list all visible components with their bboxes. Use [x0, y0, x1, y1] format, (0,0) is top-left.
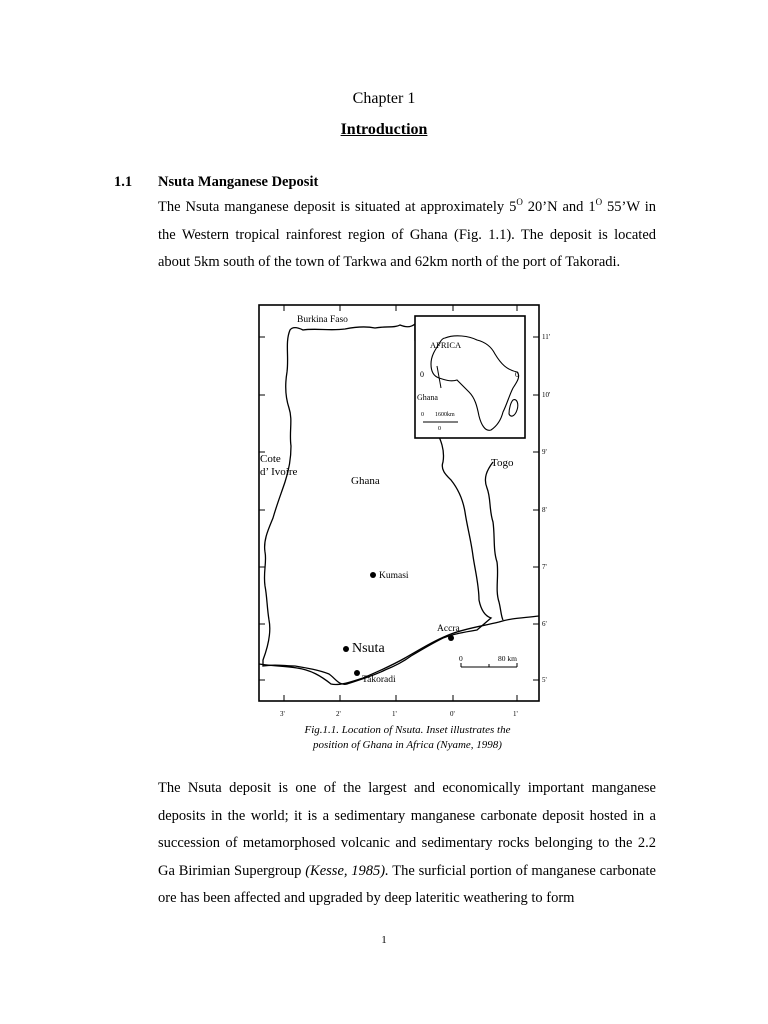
caption-line-1: Fig.1.1. Location of Nsuta. Inset illustrates the — [304, 724, 511, 736]
lon-3: 3' — [280, 710, 285, 718]
degree-sup-2: O — [595, 197, 603, 208]
label-nsuta: Nsuta — [352, 641, 385, 656]
chapter-title: Introduction — [340, 121, 428, 138]
para2-text-a: The Nsuta deposit is one of the largest and economically important manganese deposits in the world; it is a sedimentary manganese carbonate deposit hosted in a succession of metamorphosed volcanic and sedimentary rocks belonging to the 2.2 Ga Birimian Supergroup — [158, 780, 656, 879]
inset-africa-label: AFRICA — [430, 340, 462, 350]
scale-zero: 0 — [459, 654, 463, 663]
label-cote: Cote — [260, 453, 281, 465]
lat-5: 5' — [542, 676, 547, 684]
lat-7: 7' — [542, 563, 547, 571]
chapter-label: Chapter 1 — [352, 90, 416, 107]
para1-text-b: 20’N and 1 — [522, 199, 596, 215]
para1-text-a: The Nsuta manganese deposit is situated at approximately 5 — [158, 199, 517, 215]
label-ghana: Ghana — [351, 475, 380, 487]
figure-caption — [255, 723, 560, 753]
section-number: 1.1 — [114, 174, 133, 190]
accra-dot — [448, 635, 454, 641]
para2-text-b: The surficial portion of manganese carbonate ore has been affected and upgraded by deep lateritic weathering to form — [158, 862, 656, 906]
inset-scale-zero: 0 — [421, 412, 424, 418]
lon-2: 2' — [336, 710, 341, 718]
inset-zero-left: 0 — [420, 370, 424, 379]
section-title: Nsuta Manganese Deposit — [158, 174, 319, 190]
label-accra: Accra — [437, 624, 460, 634]
scale-end: 80 km — [498, 654, 517, 663]
lon-1: 1' — [392, 710, 397, 718]
lat-9: 9' — [542, 448, 547, 456]
takoradi-dot — [354, 670, 360, 676]
lon-0: 0' — [450, 710, 455, 718]
label-burkina-faso: Burkina Faso — [297, 315, 348, 325]
nsuta-dot — [343, 646, 349, 652]
togo-border — [485, 462, 503, 620]
label-takoradi: Takoradi — [362, 675, 396, 685]
main-scale-bar — [461, 663, 517, 667]
coastline — [259, 616, 539, 685]
label-cote-divoire: d’ Ivoire — [260, 466, 298, 478]
label-togo: Togo — [491, 457, 514, 469]
inset-zero-right: 0 — [515, 370, 519, 379]
lon-1e: 1' — [513, 710, 518, 718]
citation: (Kesse, 1985). — [305, 862, 389, 879]
paragraph-deposit — [158, 775, 656, 913]
inset-scale-bottom: 0 — [438, 426, 441, 432]
caption-line-2: position of Ghana in Africa (Nyame, 1998) — [313, 739, 502, 751]
lat-11: 11' — [542, 333, 551, 341]
location-map-figure — [255, 300, 560, 720]
para1-text-c: 55’W in the Western tropical rainforest region of Ghana (Fig. 1.1). The deposit is located about 5km south of the town of Tarkwa and 62km north of the port of Takoradi. — [158, 199, 656, 270]
paragraph-location — [158, 194, 656, 277]
inset-ghana-label: Ghana — [417, 393, 438, 402]
degree-sup-1: O — [516, 197, 523, 208]
kumasi-dot — [370, 572, 376, 578]
lat-6: 6' — [542, 620, 547, 628]
label-kumasi: Kumasi — [379, 571, 409, 581]
lat-10: 10' — [542, 391, 551, 399]
inset-box — [415, 316, 525, 438]
lat-8: 8' — [542, 506, 547, 514]
inset-scale-end: 1600km — [435, 412, 455, 418]
page-number: 1 — [381, 934, 387, 946]
